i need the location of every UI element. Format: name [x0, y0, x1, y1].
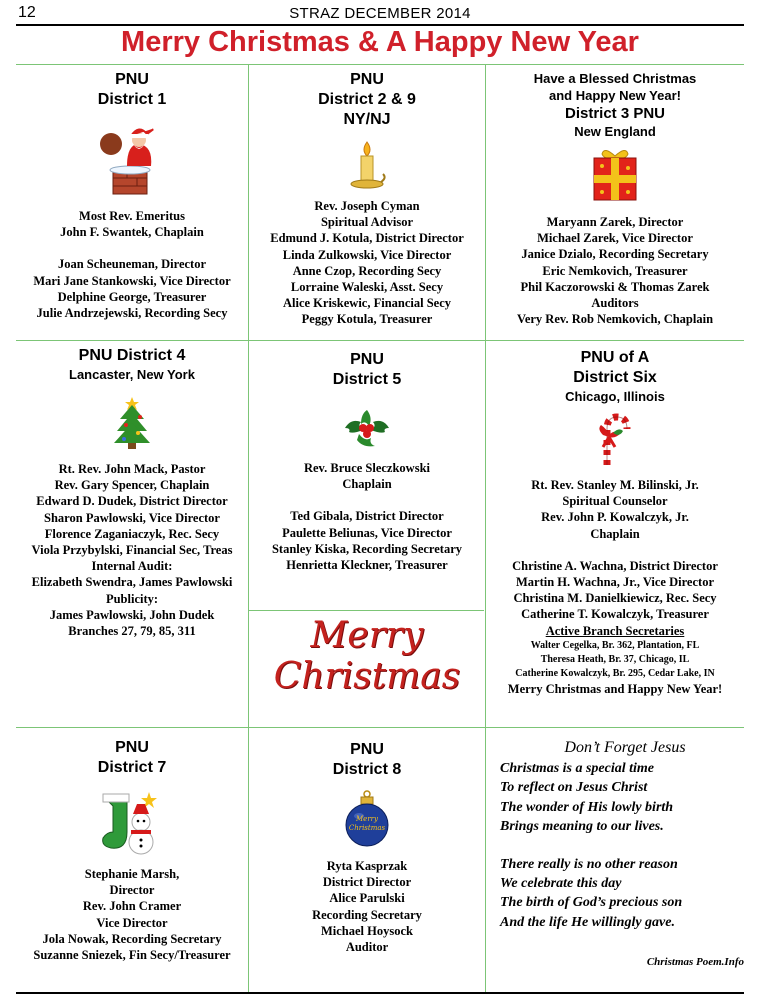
district-2-title-line3: NY/NJ	[343, 111, 391, 128]
merry-christmas-word2: Christmas	[273, 656, 461, 697]
district-8-line: District Director	[322, 875, 412, 890]
district-3-greeting-line2: and Happy New Year!	[549, 88, 681, 103]
district-1-box	[16, 70, 248, 321]
page-header	[0, 0, 760, 24]
district-6-branch-line: Walter Cegelka, Br. 362, Plantation, FL	[530, 639, 700, 651]
district-8-line: Alice Parulski	[329, 891, 405, 906]
district-4-title: PNU District 4	[78, 347, 186, 364]
district-7-title-line2: District 7	[97, 759, 167, 776]
district-5-line: Rev. Bruce Sleczkowski	[303, 461, 431, 475]
district-4-box	[16, 346, 248, 639]
district-1-title-line1: PNU	[115, 71, 149, 88]
bottom-rule	[16, 992, 744, 994]
district-8-title-line1: PNU	[350, 741, 384, 758]
district-6-line: Christina M. Danielkiewicz, Rec. Secy	[513, 591, 717, 606]
district-6-branch-line: Catherine Kowalczyk, Br. 295, Cedar Lake, IN	[515, 667, 715, 679]
district-3-box	[486, 70, 744, 327]
poem-line: The birth of God’s precious son	[500, 895, 683, 911]
candle-icon	[347, 140, 387, 192]
santa-icon	[97, 122, 167, 200]
district-2-line: Lorraine Waleski, Asst. Secy	[290, 280, 444, 295]
district-7-box	[16, 738, 248, 963]
district-4-line: Publicity:	[105, 591, 159, 606]
district-1-title-line2: District 1	[97, 91, 167, 108]
poem-line: The wonder of His lowly birth	[500, 799, 674, 815]
grid-line-row2	[16, 727, 744, 728]
district-3-subtitle: New England	[574, 124, 656, 139]
poem-line: We celebrate this day	[500, 876, 622, 892]
district-5-line: Chaplain	[342, 477, 392, 492]
poem-line: And the life He willingly gave.	[500, 914, 675, 930]
newspaper-dateline: STRAZ DECEMBER 2014	[289, 5, 471, 22]
district-5-line: Paulette Beliunas, Vice Director	[282, 525, 452, 540]
poem-title: Don’t Forget Jesus	[564, 739, 686, 756]
district-6-subtitle: Chicago, Illinois	[565, 389, 665, 404]
district-1-line: Joan Scheuneman, Director	[57, 257, 207, 272]
district-5-line: Henrietta Kleckner, Treasurer	[286, 558, 448, 573]
district-3-line: Maryann Zarek, Director	[546, 215, 684, 229]
gift-icon	[590, 146, 640, 202]
district-2-line: Peggy Kotula, Treasurer	[301, 312, 433, 327]
district-7-line: Suzanne Sniezek, Fin Secy/Treasurer	[33, 948, 231, 963]
poem-line: There really is no other reason	[500, 857, 678, 873]
district-2-line: Spiritual Advisor	[320, 215, 414, 230]
district-8-title-line2: District 8	[332, 761, 402, 778]
district-6-line: Chaplain	[590, 526, 640, 541]
poem-box	[500, 738, 750, 932]
district-2-line: Anne Czop, Recording Secy	[292, 263, 442, 278]
district-7-title-line1: PNU	[115, 739, 149, 756]
district-4-line: Rt. Rev. John Mack, Pastor	[58, 462, 206, 476]
district-4-subtitle: Lancaster, New York	[69, 367, 195, 382]
poem-line: To reflect on Jesus Christ	[500, 780, 648, 796]
district-3-line: Janice Dzialo, Recording Secretary	[521, 247, 709, 262]
district-7-line: Rev. John Cramer	[82, 899, 182, 914]
page-headline: Merry Christmas & A Happy New Year	[121, 26, 639, 58]
district-6-title-line2: District Six	[573, 369, 657, 386]
district-2-line: Rev. Joseph Cyman	[314, 199, 420, 213]
district-3-line: Auditors	[591, 296, 639, 311]
district-6-line: Catherine T. Kowalczyk, Treasurer	[521, 607, 709, 622]
district-4-line: Internal Audit:	[91, 559, 173, 574]
candy-cane-icon	[593, 411, 637, 467]
district-7-line: Stephanie Marsh,	[84, 867, 180, 881]
district-6-line: Rev. John P. Kowalczyk, Jr.	[541, 510, 689, 525]
district-6-branch-line: Theresa Heath, Br. 37, Chicago, IL	[540, 653, 690, 665]
tree-icon	[112, 395, 152, 451]
district-8-line: Auditor	[345, 940, 389, 955]
district-4-line: Sharon Pawlowski, Vice Director	[44, 510, 220, 525]
district-8-line: Ryta Kasprzak	[326, 859, 408, 873]
district-4-line: Viola Przybylski, Financial Sec, Treas	[31, 543, 233, 558]
poem-line: Brings meaning to our lives.	[500, 818, 664, 834]
district-7-line: Jola Nowak, Recording Secretary	[42, 931, 222, 946]
district-1-line: Delphine George, Treasurer	[57, 289, 207, 304]
district-6-branch-heading: Active Branch Secretaries	[545, 623, 685, 638]
district-5-box	[249, 350, 485, 573]
district-3-greeting-line1: Have a Blessed Christmas	[533, 71, 697, 86]
district-5-line: Stanley Kiska, Recording Secretary	[271, 541, 463, 556]
district-5-title-line1: PNU	[350, 351, 384, 368]
district-2-line: Edmund J. Kotula, District Director	[270, 231, 464, 246]
district-6-box	[486, 348, 744, 697]
district-5-title-line2: District 5	[332, 371, 402, 388]
district-3-title: District 3 PNU	[564, 105, 666, 122]
district-4-line: Florence Zaganiaczyk, Rec. Secy	[44, 526, 220, 541]
district-5-line: Ted Gibala, District Director	[290, 509, 444, 524]
district-7-line: Vice Director	[96, 915, 168, 930]
page-number: 12	[18, 4, 36, 21]
district-3-line: Eric Nemkovich, Treasurer	[542, 263, 688, 278]
district-1-line: John F. Swantek, Chaplain	[60, 225, 204, 240]
district-4-line: Edward D. Dudek, District Director	[36, 494, 228, 509]
district-8-line: Michael Hoysock	[320, 923, 413, 938]
district-6-line: Christine A. Wachna, District Director	[512, 558, 718, 573]
district-4-line: Elizabeth Swendra, James Pawlowski	[31, 575, 233, 590]
holly-icon	[341, 404, 393, 448]
grid-line-d5-split	[249, 610, 484, 611]
district-4-line: Rev. Gary Spencer, Chaplain	[54, 478, 210, 493]
district-2-title-line1: PNU	[350, 71, 384, 88]
district-3-line: Michael Zarek, Vice Director	[537, 231, 693, 246]
ornament-text-line2: Christmas	[348, 824, 386, 832]
merry-christmas-word1: Merry	[310, 615, 424, 656]
district-3-line: Phil Kaczorowski & Thomas Zarek	[520, 279, 710, 294]
district-2-9-box	[249, 70, 485, 328]
poem-line: Christmas is a special time	[500, 761, 655, 777]
district-6-line: Rt. Rev. Stanley M. Bilinski, Jr.	[531, 478, 699, 492]
district-2-line: Alice Kriskewic, Financial Secy	[282, 296, 452, 311]
ornament-text-line1: Merry	[356, 815, 378, 823]
district-6-title-line1: PNU of A	[580, 349, 650, 366]
district-6-line: Spiritual Counselor	[562, 494, 668, 509]
district-7-line: Director	[109, 883, 155, 898]
merry-christmas-script	[250, 616, 484, 698]
district-3-line: Very Rev. Rob Nemkovich, Chaplain	[516, 312, 714, 327]
district-4-line: James Pawlowski, John Dudek	[49, 607, 215, 622]
district-8-line: Recording Secretary	[312, 907, 422, 922]
district-1-line: Most Rev. Emeritus	[79, 209, 185, 223]
poem-credit: Christmas Poem.Info	[646, 956, 744, 968]
district-1-line: Mari Jane Stankowski, Vice Director	[33, 273, 231, 288]
district-1-line: Julie Andrzejewski, Recording Secy	[36, 306, 228, 321]
district-6-closing: Merry Christmas and Happy New Year!	[507, 681, 723, 696]
district-4-line: Branches 27, 79, 85, 311	[68, 624, 196, 639]
district-8-box	[249, 740, 485, 955]
grid-line-row1	[16, 340, 744, 341]
district-2-title-line2: District 2 & 9	[318, 91, 416, 108]
district-6-line: Martin H. Wachna, Jr., Vice Director	[515, 575, 714, 590]
grid-line-top	[16, 64, 744, 65]
stocking-snowman-icon	[97, 788, 167, 856]
ornament-icon	[343, 790, 391, 848]
district-2-line: Linda Zulkowski, Vice Director	[282, 247, 452, 262]
